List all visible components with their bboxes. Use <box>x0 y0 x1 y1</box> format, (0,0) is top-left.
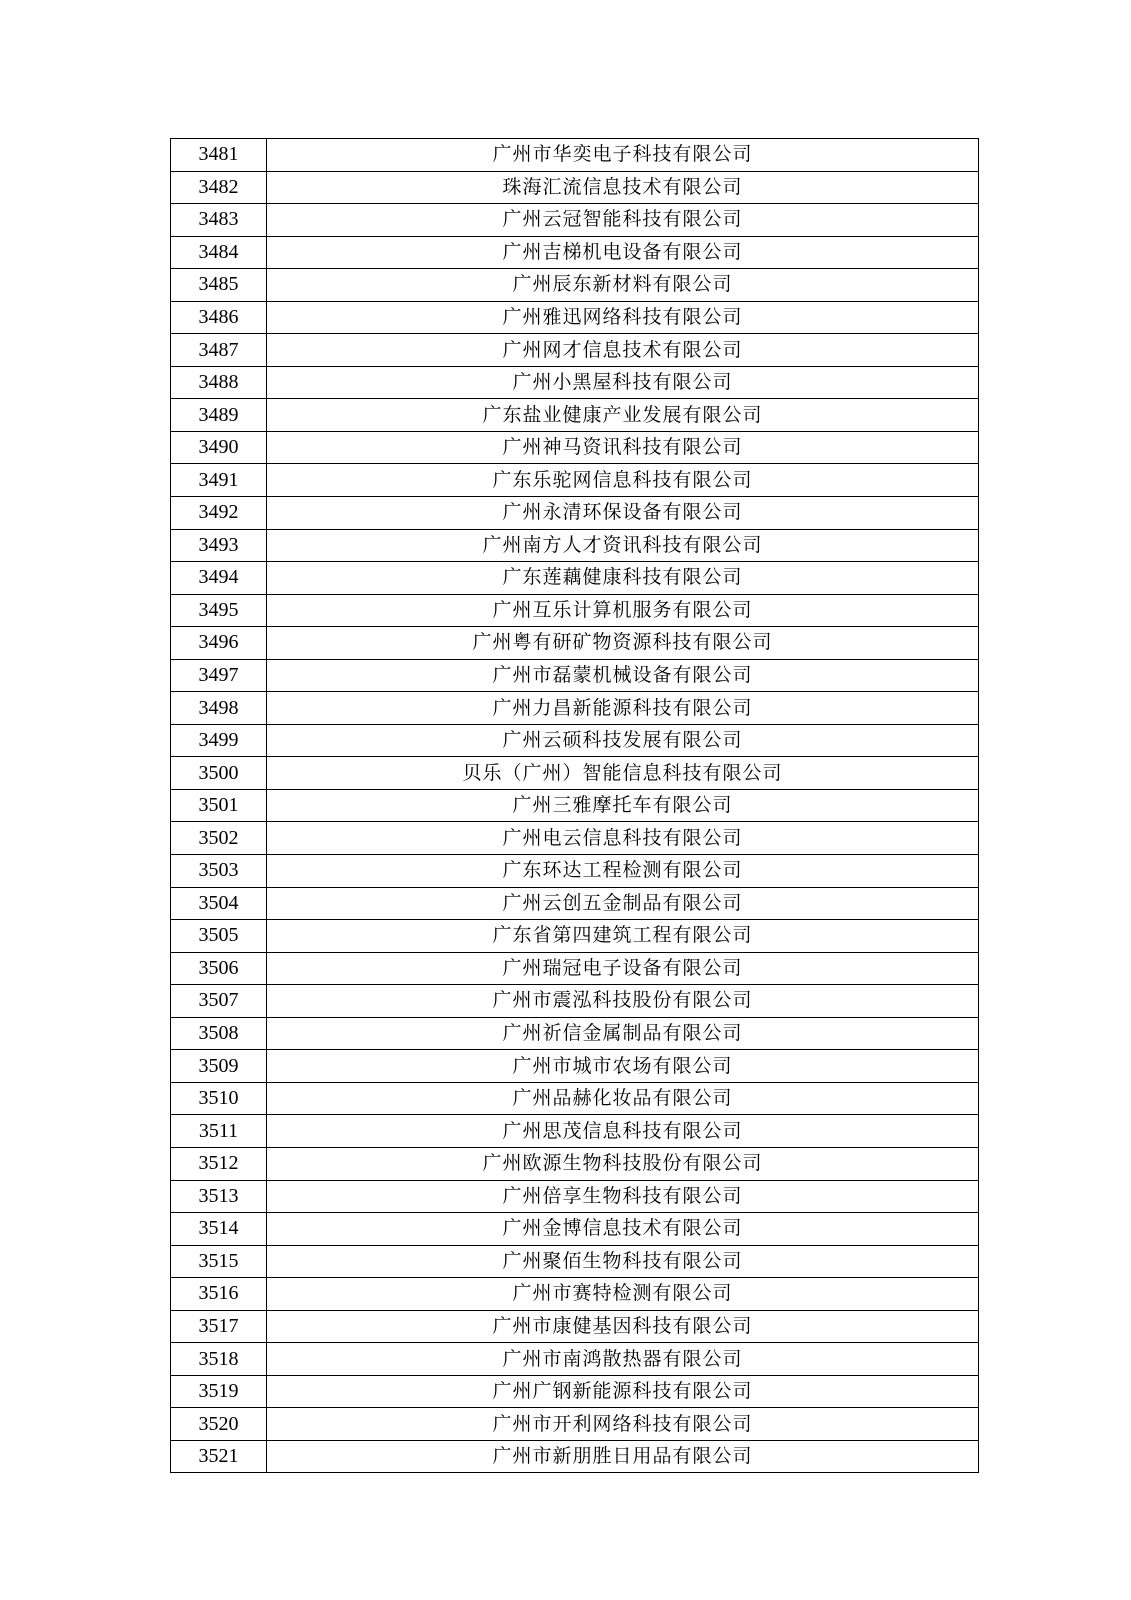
row-number-cell: 3505 <box>171 920 267 953</box>
company-name-cell: 广州三雅摩托车有限公司 <box>267 789 979 822</box>
table-row <box>171 562 979 595</box>
row-number-cell: 3492 <box>171 497 267 530</box>
row-number-cell: 3510 <box>171 1082 267 1115</box>
company-name-cell: 珠海汇流信息技术有限公司 <box>267 171 979 204</box>
row-number-cell: 3491 <box>171 464 267 497</box>
row-number-cell: 3502 <box>171 822 267 855</box>
table-row <box>171 1213 979 1246</box>
table-row <box>171 1050 979 1083</box>
company-name-cell: 广州瑞冠电子设备有限公司 <box>267 952 979 985</box>
row-number-cell: 3493 <box>171 529 267 562</box>
company-name-cell: 广州市磊蒙机械设备有限公司 <box>267 659 979 692</box>
row-number-cell: 3486 <box>171 301 267 334</box>
table-row <box>171 952 979 985</box>
table-row <box>171 1343 979 1376</box>
company-name-cell: 广州神马资讯科技有限公司 <box>267 431 979 464</box>
table-row <box>171 236 979 269</box>
table-row <box>171 692 979 725</box>
table-row <box>171 139 979 172</box>
company-name-cell: 广州力昌新能源科技有限公司 <box>267 692 979 725</box>
company-name-cell: 广州网才信息技术有限公司 <box>267 334 979 367</box>
company-name-cell: 广东省第四建筑工程有限公司 <box>267 920 979 953</box>
table-row <box>171 724 979 757</box>
company-name-cell: 广州祈信金属制品有限公司 <box>267 1017 979 1050</box>
table-row <box>171 269 979 302</box>
company-name-cell: 广东莲藕健康科技有限公司 <box>267 562 979 595</box>
company-name-cell: 广州粤有研矿物资源科技有限公司 <box>267 627 979 660</box>
row-number-cell: 3484 <box>171 236 267 269</box>
row-number-cell: 3507 <box>171 985 267 1018</box>
table-row <box>171 204 979 237</box>
company-list-table <box>170 138 979 1473</box>
company-name-cell: 广州广钢新能源科技有限公司 <box>267 1375 979 1408</box>
company-name-cell: 广州互乐计算机服务有限公司 <box>267 594 979 627</box>
row-number-cell: 3514 <box>171 1213 267 1246</box>
table-row <box>171 659 979 692</box>
company-name-cell: 广东环达工程检测有限公司 <box>267 855 979 888</box>
company-name-cell: 广州市南鸿散热器有限公司 <box>267 1343 979 1376</box>
row-number-cell: 3513 <box>171 1180 267 1213</box>
company-name-cell: 贝乐（广州）智能信息科技有限公司 <box>267 757 979 790</box>
company-name-cell: 广州市开利网络科技有限公司 <box>267 1408 979 1441</box>
table-row <box>171 1440 979 1473</box>
row-number-cell: 3499 <box>171 724 267 757</box>
company-name-cell: 广州品赫化妆品有限公司 <box>267 1082 979 1115</box>
table-row <box>171 1245 979 1278</box>
company-name-cell: 广州云硕科技发展有限公司 <box>267 724 979 757</box>
company-name-cell: 广东盐业健康产业发展有限公司 <box>267 399 979 432</box>
company-name-cell: 广州永清环保设备有限公司 <box>267 497 979 530</box>
company-name-cell: 广州市赛特检测有限公司 <box>267 1278 979 1311</box>
company-name-cell: 广州欧源生物科技股份有限公司 <box>267 1147 979 1180</box>
table-row <box>171 1310 979 1343</box>
row-number-cell: 3506 <box>171 952 267 985</box>
table-row <box>171 529 979 562</box>
company-name-cell: 广东乐驼网信息科技有限公司 <box>267 464 979 497</box>
table-row <box>171 366 979 399</box>
row-number-cell: 3504 <box>171 887 267 920</box>
company-name-cell: 广州聚佰生物科技有限公司 <box>267 1245 979 1278</box>
row-number-cell: 3498 <box>171 692 267 725</box>
company-name-cell: 广州市城市农场有限公司 <box>267 1050 979 1083</box>
company-name-cell: 广州倍享生物科技有限公司 <box>267 1180 979 1213</box>
row-number-cell: 3515 <box>171 1245 267 1278</box>
row-number-cell: 3483 <box>171 204 267 237</box>
row-number-cell: 3521 <box>171 1440 267 1473</box>
table-row <box>171 1017 979 1050</box>
table-row <box>171 920 979 953</box>
row-number-cell: 3518 <box>171 1343 267 1376</box>
company-name-cell: 广州云创五金制品有限公司 <box>267 887 979 920</box>
row-number-cell: 3487 <box>171 334 267 367</box>
table-row <box>171 301 979 334</box>
table-row <box>171 627 979 660</box>
row-number-cell: 3516 <box>171 1278 267 1311</box>
table-row <box>171 1147 979 1180</box>
table-row <box>171 757 979 790</box>
company-name-cell: 广州思茂信息科技有限公司 <box>267 1115 979 1148</box>
company-name-cell: 广州金博信息技术有限公司 <box>267 1213 979 1246</box>
table-row <box>171 594 979 627</box>
table-row <box>171 497 979 530</box>
table-row <box>171 985 979 1018</box>
row-number-cell: 3509 <box>171 1050 267 1083</box>
table-row <box>171 1408 979 1441</box>
row-number-cell: 3496 <box>171 627 267 660</box>
row-number-cell: 3482 <box>171 171 267 204</box>
table-row <box>171 464 979 497</box>
table-row <box>171 1278 979 1311</box>
table-row <box>171 855 979 888</box>
company-name-cell: 广州南方人才资讯科技有限公司 <box>267 529 979 562</box>
row-number-cell: 3495 <box>171 594 267 627</box>
row-number-cell: 3511 <box>171 1115 267 1148</box>
company-name-cell: 广州云冠智能科技有限公司 <box>267 204 979 237</box>
table-row <box>171 431 979 464</box>
row-number-cell: 3503 <box>171 855 267 888</box>
table-body <box>171 139 979 1473</box>
table-row <box>171 1082 979 1115</box>
row-number-cell: 3485 <box>171 269 267 302</box>
row-number-cell: 3481 <box>171 139 267 172</box>
table-row <box>171 887 979 920</box>
company-name-cell: 广州辰东新材料有限公司 <box>267 269 979 302</box>
row-number-cell: 3489 <box>171 399 267 432</box>
row-number-cell: 3512 <box>171 1147 267 1180</box>
company-name-cell: 广州市新朋胜日用品有限公司 <box>267 1440 979 1473</box>
company-name-cell: 广州小黑屋科技有限公司 <box>267 366 979 399</box>
table-row <box>171 1180 979 1213</box>
table-row <box>171 334 979 367</box>
table-row <box>171 1375 979 1408</box>
row-number-cell: 3497 <box>171 659 267 692</box>
table-row <box>171 171 979 204</box>
table-row <box>171 822 979 855</box>
table-row <box>171 789 979 822</box>
row-number-cell: 3488 <box>171 366 267 399</box>
row-number-cell: 3519 <box>171 1375 267 1408</box>
row-number-cell: 3520 <box>171 1408 267 1441</box>
company-name-cell: 广州市康健基因科技有限公司 <box>267 1310 979 1343</box>
row-number-cell: 3500 <box>171 757 267 790</box>
row-number-cell: 3508 <box>171 1017 267 1050</box>
table-row <box>171 1115 979 1148</box>
row-number-cell: 3490 <box>171 431 267 464</box>
table-row <box>171 399 979 432</box>
company-name-cell: 广州雅迅网络科技有限公司 <box>267 301 979 334</box>
company-name-cell: 广州电云信息科技有限公司 <box>267 822 979 855</box>
row-number-cell: 3517 <box>171 1310 267 1343</box>
company-name-cell: 广州市震泓科技股份有限公司 <box>267 985 979 1018</box>
company-name-cell: 广州市华奕电子科技有限公司 <box>267 139 979 172</box>
row-number-cell: 3494 <box>171 562 267 595</box>
company-name-cell: 广州吉梯机电设备有限公司 <box>267 236 979 269</box>
row-number-cell: 3501 <box>171 789 267 822</box>
